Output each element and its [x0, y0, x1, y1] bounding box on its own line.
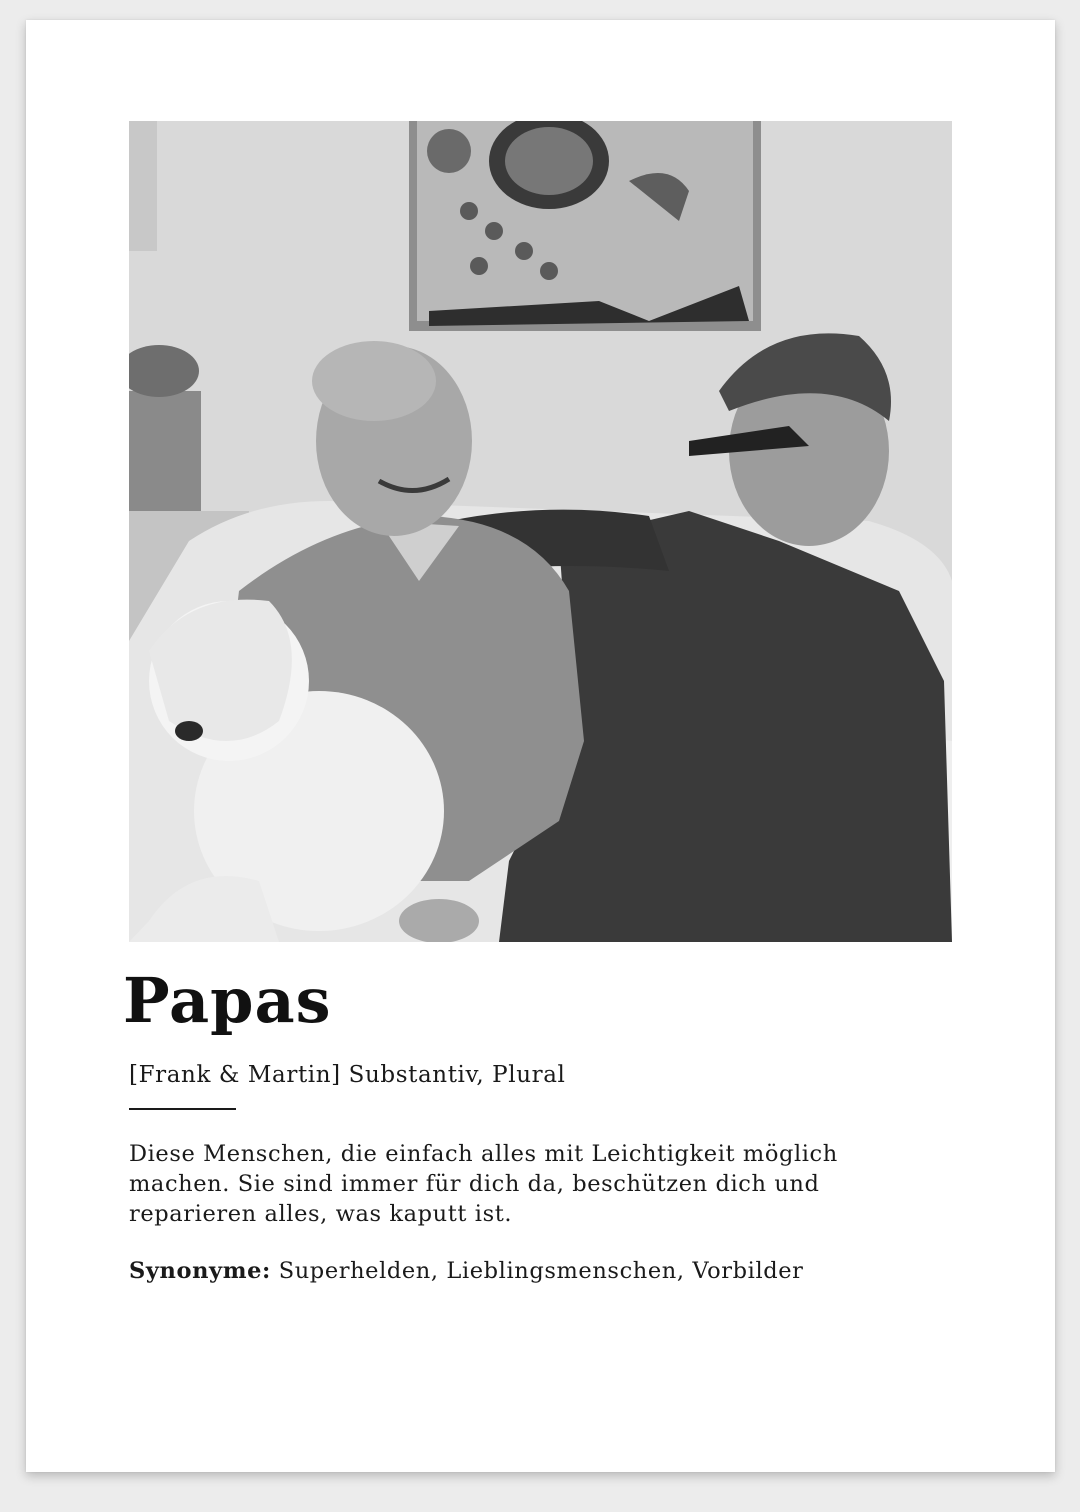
- synonyms-text: Superhelden, Lieblingsmenschen, Vorbilder: [270, 1258, 804, 1284]
- poster-title: Papas: [123, 964, 332, 1037]
- synonyms-line: [129, 1258, 804, 1284]
- definition-text: Diese Menschen, die einfach alles mit Leichtigkeit möglich machen. Sie sind immer für dich da, beschützen dich und reparieren alles, was kaputt ist.: [129, 1141, 838, 1227]
- divider-line: [129, 1108, 236, 1110]
- poster-subtitle: [Frank & Martin] Substantiv, Plural: [129, 1062, 566, 1088]
- synonyms-label: Synonyme:: [129, 1258, 271, 1284]
- poster: [26, 20, 1055, 1472]
- family-photo-illustration: [129, 121, 952, 942]
- family-photo: [129, 121, 952, 942]
